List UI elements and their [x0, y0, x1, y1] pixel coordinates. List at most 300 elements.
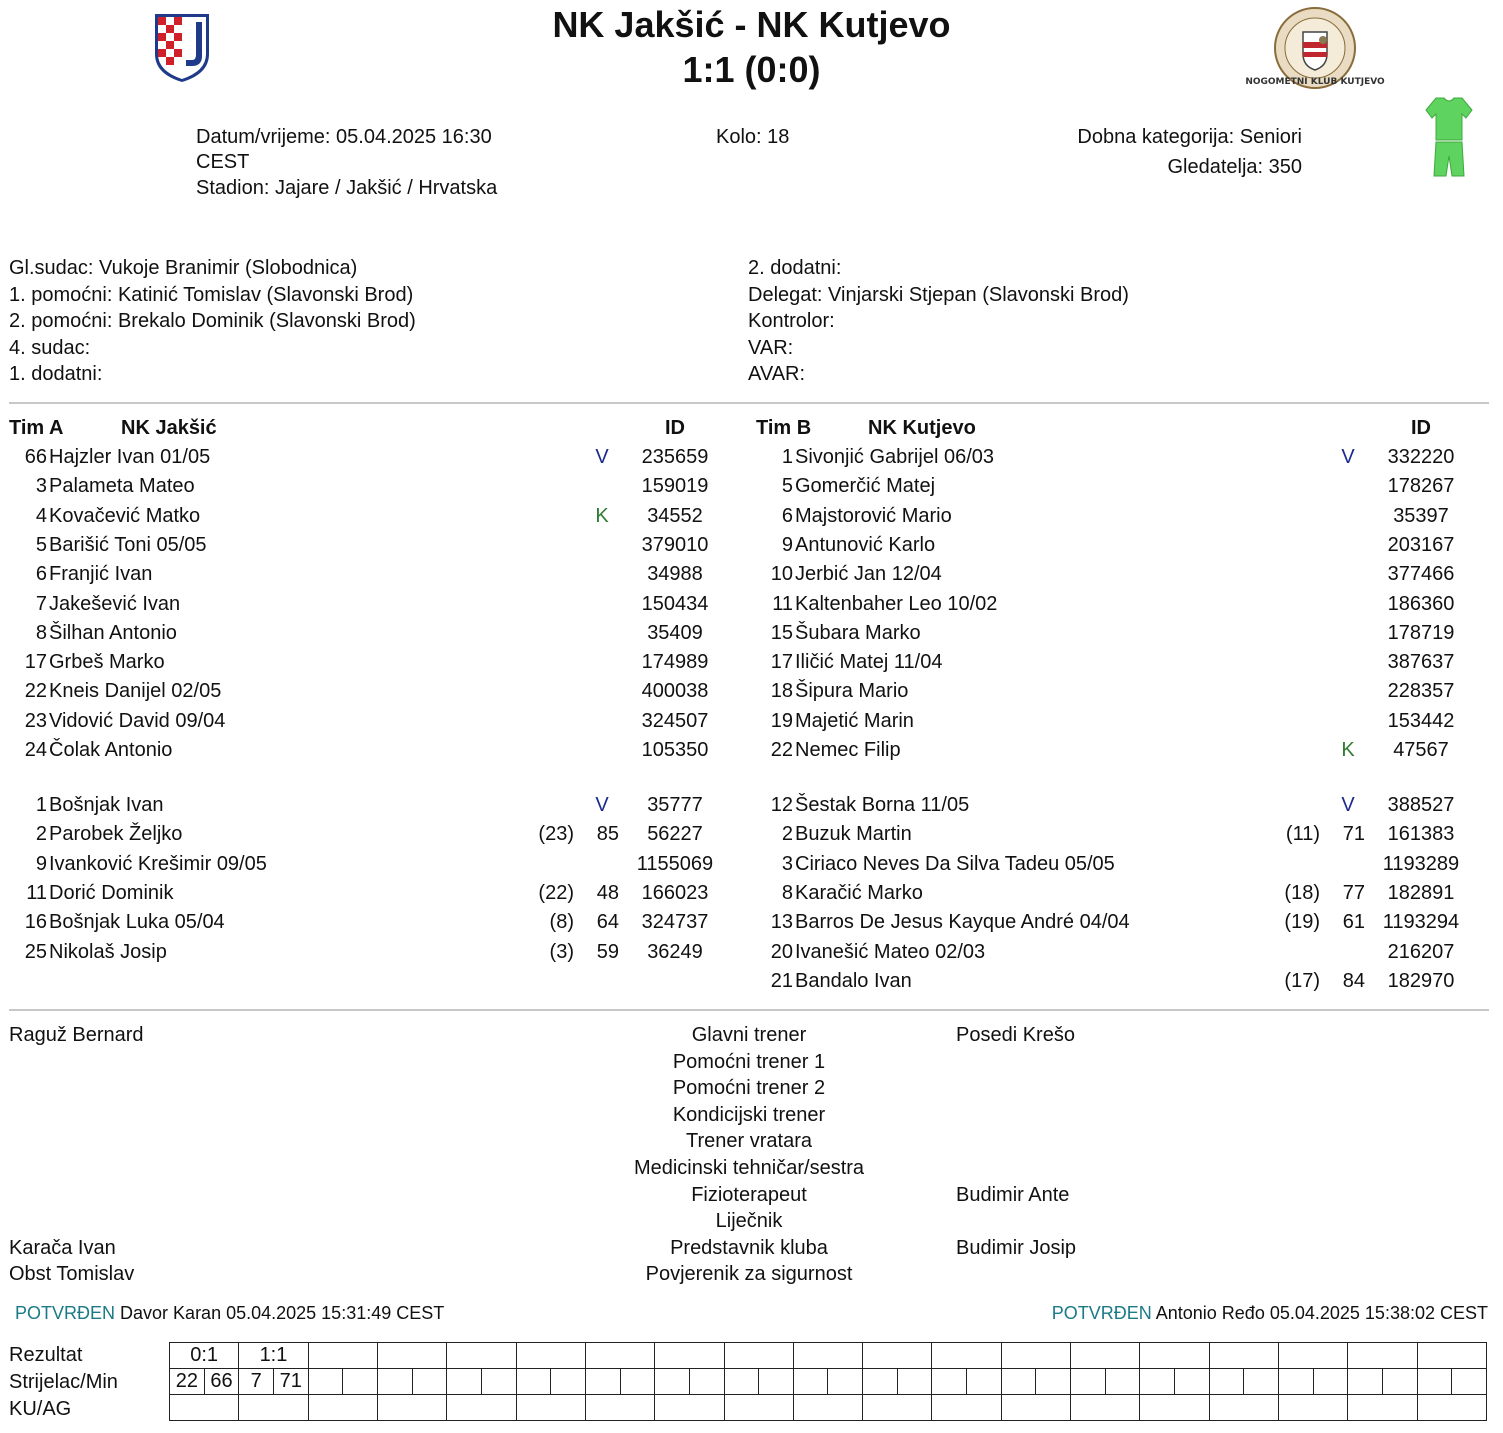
player-number: 19 [770, 709, 793, 732]
player-number: 9 [781, 533, 793, 556]
scorer-cell: 71 [273, 1369, 308, 1394]
player-number: 66 [24, 446, 47, 468]
scorer-pair-cell [239, 1369, 308, 1395]
role-label: Medicinski tehničar/sestra [633, 1156, 865, 1179]
scorer-cell [655, 1369, 689, 1394]
result-cell [1001, 1343, 1070, 1369]
match-title: NK Jakšić - NK Kutjevo [552, 4, 951, 45]
goalkeeper-marker: V [1341, 446, 1355, 468]
player-number: 11 [772, 592, 793, 615]
player-number: 1 [781, 446, 793, 468]
team-b-starter-row [755, 472, 1465, 501]
age-category: Dobna kategorija: Seniori [1077, 126, 1302, 148]
ku-ag-cell [1279, 1395, 1348, 1421]
staff-a-assistant-1 [9, 1049, 144, 1076]
team-b-sub-row [755, 850, 1465, 879]
player-id: 178719 [1387, 621, 1455, 644]
player-id: 159019 [641, 475, 709, 498]
player-number: 4 [35, 504, 47, 527]
player-name: Kaltenbaher Leo 10/02 [795, 592, 998, 615]
player-id: 182970 [1387, 969, 1455, 992]
scorer-pair-cell [1279, 1369, 1348, 1395]
scorer-cell [378, 1369, 412, 1394]
team-a-sub-row [9, 938, 719, 967]
player-number: 12 [770, 794, 793, 816]
player-id: 216207 [1387, 940, 1455, 963]
official-additional-1: 1. dodatni: [9, 363, 103, 385]
captain-marker: K [595, 504, 609, 527]
substitution-minute: 48 [596, 881, 619, 904]
team-b-sub-row [755, 879, 1465, 908]
result-cell [516, 1343, 585, 1369]
ku-ag-cell [932, 1395, 1001, 1421]
player-id: 228357 [1387, 680, 1455, 703]
official-fourth: 4. sudac: [9, 336, 91, 359]
player-id: 324507 [641, 709, 709, 732]
player-id: 400038 [641, 680, 709, 703]
player-number: 5 [781, 475, 793, 498]
player-name: Sivonjić Gabrijel 06/03 [795, 446, 994, 468]
staff-b-assistant-2 [956, 1075, 1076, 1102]
scorer-cell: 66 [204, 1369, 239, 1394]
staff-b-doctor [956, 1208, 1076, 1235]
result-cell: 1:1 [239, 1343, 308, 1369]
team-a-starter-row [9, 736, 719, 765]
substitution-for: (23) [538, 823, 574, 846]
green-kit-icon [1424, 96, 1474, 178]
ku-ag-cell [308, 1395, 377, 1421]
player-number: 22 [770, 739, 793, 761]
team-a-sub-row [9, 879, 719, 908]
confirmed-status: POTVRĐEN [15, 1303, 116, 1323]
divider [9, 1009, 1489, 1011]
player-name: Parobek Željko [49, 823, 183, 846]
player-number: 15 [770, 621, 793, 644]
player-id: 235659 [641, 446, 709, 468]
ku-ag-cell [1140, 1395, 1209, 1421]
player-name: Karačić Marko [795, 881, 923, 904]
player-id: 150434 [641, 592, 709, 615]
player-name: Šilhan Antonio [49, 621, 177, 644]
ku-ag-cell [1209, 1395, 1278, 1421]
player-number: 18 [770, 680, 793, 703]
team-a-starter-row [9, 560, 719, 589]
player-id: 1155069 [636, 852, 714, 875]
substitution-minute: 59 [596, 940, 619, 963]
ku-ag-cell [170, 1395, 239, 1421]
player-number: 10 [770, 563, 793, 586]
match-datetime: Datum/vrijeme: 05.04.2025 16:30 [196, 126, 492, 148]
player-number: 8 [35, 621, 47, 644]
player-id: 34552 [647, 504, 703, 527]
team-b-starter-row [755, 531, 1465, 560]
team-b-starter-row [755, 736, 1465, 765]
team-b-starter-row [755, 443, 1465, 472]
player-id: 56227 [647, 823, 703, 846]
goalkeeper-marker: V [595, 794, 609, 816]
result-cell [1209, 1343, 1278, 1369]
ku-ag-row [170, 1395, 1487, 1421]
scorer-cell: 7 [250, 1370, 262, 1392]
team-b-id-header: ID [1411, 417, 1431, 439]
player-name: Barros De Jesus Kayque André 04/04 [795, 911, 1130, 934]
player-id: 332220 [1387, 446, 1455, 468]
substitution-for: (3) [549, 940, 574, 963]
result-cell [932, 1343, 1001, 1369]
away-team-logo [1245, 6, 1385, 90]
staff-b-physio: Budimir Ante [956, 1183, 1070, 1206]
player-number: 2 [35, 823, 47, 846]
substitution-for: (19) [1284, 911, 1320, 934]
team-a-sub-row [9, 908, 719, 937]
player-name: Šipura Mario [795, 680, 909, 703]
ku-ag-cell [1071, 1395, 1140, 1421]
player-id: 35397 [1393, 504, 1449, 527]
player-id: 379010 [641, 533, 709, 556]
scorer-cell [517, 1369, 551, 1394]
player-name: Čolak Antonio [49, 739, 173, 761]
player-name: Ciriaco Neves Da Silva Tadeu 05/05 [795, 852, 1115, 875]
player-number: 3 [781, 852, 793, 875]
player-id: 35409 [647, 621, 703, 644]
confirmed-by: Davor Karan 05.04.2025 15:31:49 CEST [120, 1303, 445, 1323]
official-additional-2: 2. dodatni: [748, 257, 842, 279]
player-name: Bošnjak Ivan [49, 794, 164, 816]
scorer-cell [1313, 1369, 1348, 1394]
team-a-label: Tim A [9, 417, 64, 439]
stats-labels [9, 1342, 118, 1423]
scorer-pair-cell [170, 1369, 239, 1395]
confirmation-left [15, 1303, 444, 1324]
player-id: 186360 [1387, 592, 1455, 615]
scorer-cell: 22 [175, 1370, 198, 1392]
player-id: 36249 [647, 940, 703, 963]
team-a-starter-row [9, 443, 719, 472]
ku-ag-cell [239, 1395, 308, 1421]
team-b-starter-row [755, 590, 1465, 619]
player-number: 13 [770, 911, 793, 934]
ku-ag-cell [863, 1395, 932, 1421]
player-number: 6 [35, 563, 47, 586]
result-cell [724, 1343, 793, 1369]
player-name: Iličić Matej 11/04 [795, 651, 943, 674]
team-a-starter-row [9, 648, 719, 677]
team-a-id-header: ID [665, 417, 685, 439]
captain-marker: K [1341, 739, 1355, 761]
stats-table [169, 1342, 1487, 1421]
scorer-cell [1105, 1369, 1140, 1394]
label-ku-ag: KU/AG [9, 1398, 72, 1420]
confirmation-right [1052, 1303, 1488, 1324]
label-scorer: Strijelac/Min [9, 1371, 118, 1393]
player-id: 387637 [1387, 651, 1455, 674]
scorer-pair-cell [1417, 1369, 1486, 1395]
team-b-starter-row [755, 707, 1465, 736]
player-name: Šubara Marko [795, 621, 921, 644]
staff-a-medic [9, 1155, 144, 1182]
player-name: Palameta Mateo [49, 475, 195, 498]
player-name: Grbeš Marko [49, 651, 165, 674]
result-row [170, 1343, 1487, 1369]
official-var: VAR: [748, 336, 794, 359]
divider [9, 402, 1489, 404]
result-cell [585, 1343, 654, 1369]
player-name: Bandalo Ivan [795, 969, 912, 992]
team-a-name: NK Jakšić [121, 417, 217, 439]
official-assistant-2: 2. pomoćni: Brekalo Dominik (Slavonski Brod) [9, 310, 416, 332]
scorer-cell [1418, 1369, 1452, 1394]
result-cell: 0:1 [170, 1343, 239, 1369]
player-name: Nemec Filip [795, 739, 901, 761]
staff-a-doctor [9, 1208, 144, 1235]
player-id: 377466 [1387, 563, 1455, 586]
staff-a-assistant-2 [9, 1075, 144, 1102]
staff-b-head-coach: Posedi Krešo [956, 1024, 1075, 1046]
player-name: Ivanković Krešimir 09/05 [49, 852, 267, 875]
scorer-row [170, 1369, 1487, 1395]
staff-b-assistant-1 [956, 1049, 1076, 1076]
player-number: 22 [24, 680, 47, 703]
staff-b-medic [956, 1155, 1076, 1182]
scorer-pair-cell [1001, 1369, 1070, 1395]
scorer-pair-cell [447, 1369, 516, 1395]
match-stadium: Stadion: Jajare / Jakšić / Hrvatska [196, 177, 498, 199]
scorer-cell [586, 1369, 620, 1394]
scorer-cell [412, 1369, 447, 1394]
result-cell [1417, 1343, 1486, 1369]
role-label: Liječnik [715, 1210, 783, 1233]
player-name: Antunović Karlo [795, 533, 936, 556]
team-b-starter-row [755, 560, 1465, 589]
substitution-minute: 85 [596, 823, 619, 846]
substitution-for: (17) [1284, 969, 1320, 992]
team-b-sub-row [755, 938, 1465, 967]
scorer-cell [481, 1369, 516, 1394]
player-id: 34988 [647, 563, 703, 586]
result-cell [1279, 1343, 1348, 1369]
player-id: 105350 [641, 739, 709, 761]
player-id: 388527 [1387, 794, 1455, 816]
role-label: Pomoćni trener 2 [672, 1077, 826, 1100]
scorer-cell [966, 1369, 1001, 1394]
confirmed-by: Antonio Ređo 05.04.2025 15:38:02 CEST [1155, 1303, 1488, 1323]
official-assistant-1: 1. pomoćni: Katinić Tomislav (Slavonski Brod) [9, 283, 414, 306]
role-label: Pomoćni trener 1 [672, 1050, 826, 1073]
scorer-cell [1279, 1369, 1313, 1394]
team-b-sub-row [755, 967, 1465, 996]
team-a-sub-row [9, 850, 719, 879]
scorer-cell [1174, 1369, 1209, 1394]
scorer-cell [550, 1369, 585, 1394]
player-name: Dorić Dominik [49, 881, 174, 904]
substitution-for: (18) [1284, 881, 1320, 904]
ku-ag-cell [1001, 1395, 1070, 1421]
substitution-minute: 64 [596, 911, 619, 934]
officials-right [748, 255, 1129, 388]
substitution-minute: 61 [1342, 911, 1365, 934]
ku-ag-cell [1348, 1395, 1417, 1421]
scorer-cell [689, 1369, 724, 1394]
team-a-sub-row [9, 791, 719, 820]
player-id: 161383 [1387, 823, 1455, 846]
player-name: Vidović David 09/04 [49, 709, 226, 732]
player-number: 17 [24, 651, 47, 674]
player-number: 5 [35, 533, 47, 556]
ku-ag-cell [655, 1395, 724, 1421]
result-cell [377, 1343, 446, 1369]
match-timezone: CEST [196, 151, 250, 173]
staff-b-gk-coach [956, 1128, 1076, 1155]
result-cell [655, 1343, 724, 1369]
staff-b-representative: Budimir Josip [956, 1236, 1077, 1259]
staff-a-head-coach: Raguž Bernard [9, 1024, 144, 1046]
player-id: 35777 [647, 794, 703, 816]
player-number: 21 [770, 969, 793, 992]
player-name: Majstorović Mario [795, 504, 952, 527]
scorer-cell [1348, 1369, 1382, 1394]
result-cell [1071, 1343, 1140, 1369]
scorer-cell [794, 1369, 828, 1394]
attendance: Gledatelja: 350 [1167, 156, 1302, 178]
scorer-pair-cell [377, 1369, 446, 1395]
officials-left [9, 255, 416, 388]
team-b-label: Tim B [756, 417, 812, 439]
team-a-starter-row [9, 677, 719, 706]
staff-roles [599, 1022, 899, 1288]
scorer-cell [1035, 1369, 1070, 1394]
player-number: 2 [781, 823, 793, 846]
scorer-cell [1451, 1369, 1486, 1394]
result-cell [1348, 1343, 1417, 1369]
scorer-cell [1243, 1369, 1278, 1394]
player-number: 20 [770, 940, 793, 963]
player-id: 1193289 [1382, 852, 1460, 875]
player-number: 25 [24, 940, 47, 963]
official-avar: AVAR: [748, 363, 806, 385]
scorer-pair-cell [793, 1369, 862, 1395]
scorer-cell [1071, 1369, 1105, 1394]
scorer-cell [1002, 1369, 1036, 1394]
result-cell [863, 1343, 932, 1369]
player-id: 153442 [1387, 709, 1455, 732]
scorer-cell [342, 1369, 377, 1394]
player-name: Majetić Marin [795, 709, 914, 732]
team-a-starter-row [9, 531, 719, 560]
player-name: Šestak Borna 11/05 [795, 794, 970, 816]
player-number: 1 [35, 794, 47, 816]
player-id: 174989 [641, 651, 709, 674]
confirmed-status: POTVRĐEN [1051, 1303, 1152, 1323]
team-a-starter-row [9, 619, 719, 648]
team-b-starter-row [755, 619, 1465, 648]
staff-team-a [9, 1022, 144, 1288]
player-number: 7 [35, 592, 47, 615]
ku-ag-cell [724, 1395, 793, 1421]
goalkeeper-marker: V [595, 446, 609, 468]
staff-a-physio [9, 1182, 144, 1209]
result-cell [1140, 1343, 1209, 1369]
scorer-pair-cell [863, 1369, 932, 1395]
scorer-pair-cell [585, 1369, 654, 1395]
substitution-minute: 77 [1342, 881, 1365, 904]
team-b-sub-row [755, 820, 1465, 849]
ku-ag-cell [377, 1395, 446, 1421]
ku-ag-cell [1417, 1395, 1486, 1421]
scorer-cell [1140, 1369, 1174, 1394]
staff-team-b [956, 1022, 1076, 1288]
team-b-name: NK Kutjevo [868, 417, 976, 439]
player-name: Kovačević Matko [49, 504, 201, 527]
scorer-cell [1210, 1369, 1244, 1394]
scorer-pair-cell [655, 1369, 724, 1395]
player-number: 11 [26, 881, 47, 904]
scorer-cell [758, 1369, 793, 1394]
away-logo-text: NOGOMETNI KLUB KUTJEVO [1245, 77, 1385, 87]
player-id: 324737 [641, 911, 709, 934]
role-label: Trener vratara [686, 1130, 812, 1153]
match-round: Kolo: 18 [716, 126, 790, 148]
player-number: 16 [24, 911, 47, 934]
player-number: 3 [35, 475, 47, 498]
player-name: Jakešević Ivan [49, 592, 181, 615]
ku-ag-cell [793, 1395, 862, 1421]
player-id: 182891 [1387, 881, 1455, 904]
team-a-starter-row [9, 472, 719, 501]
scorer-pair-cell [308, 1369, 377, 1395]
scorer-pair-cell [1209, 1369, 1278, 1395]
scorer-cell [897, 1369, 932, 1394]
label-result: Rezultat [9, 1344, 83, 1366]
player-number: 9 [35, 852, 47, 875]
ku-ag-cell [585, 1395, 654, 1421]
player-number: 8 [781, 881, 793, 904]
player-name: Hajzler Ivan 01/05 [49, 446, 211, 468]
player-number: 23 [24, 709, 47, 732]
staff-b-security [956, 1261, 1076, 1288]
role-label: Fizioterapeut [691, 1183, 807, 1206]
scorer-cell [863, 1369, 897, 1394]
team-b-starter-row [755, 677, 1465, 706]
player-name: Buzuk Martin [795, 823, 912, 846]
team-b-starter-row [755, 648, 1465, 677]
scorer-cell [827, 1369, 862, 1394]
player-name: Bošnjak Luka 05/04 [49, 911, 225, 934]
scorer-cell [932, 1369, 966, 1394]
result-cell [308, 1343, 377, 1369]
player-id: 47567 [1393, 739, 1449, 761]
player-name: Jerbić Jan 12/04 [795, 563, 942, 586]
player-id: 178267 [1387, 475, 1455, 498]
staff-a-security: Obst Tomislav [9, 1263, 135, 1286]
scorer-pair-cell [1071, 1369, 1140, 1395]
team-a-starter-row [9, 590, 719, 619]
player-id: 166023 [641, 881, 709, 904]
scorer-cell [725, 1369, 759, 1394]
player-name: Barišić Toni 05/05 [49, 533, 207, 556]
result-cell [793, 1343, 862, 1369]
player-name: Kneis Danijel 02/05 [49, 680, 222, 703]
scorer-pair-cell [724, 1369, 793, 1395]
scorer-cell [447, 1369, 481, 1394]
team-a-sub-row [9, 820, 719, 849]
role-label: Glavni trener [691, 1024, 807, 1046]
scorer-pair-cell [1348, 1369, 1417, 1395]
scorer-cell [620, 1369, 655, 1394]
substitution-minute: 71 [1342, 823, 1365, 846]
team-b-sub-row [755, 908, 1465, 937]
match-score: 1:1 (0:0) [682, 49, 821, 90]
team-b-sub-row [755, 791, 1465, 820]
